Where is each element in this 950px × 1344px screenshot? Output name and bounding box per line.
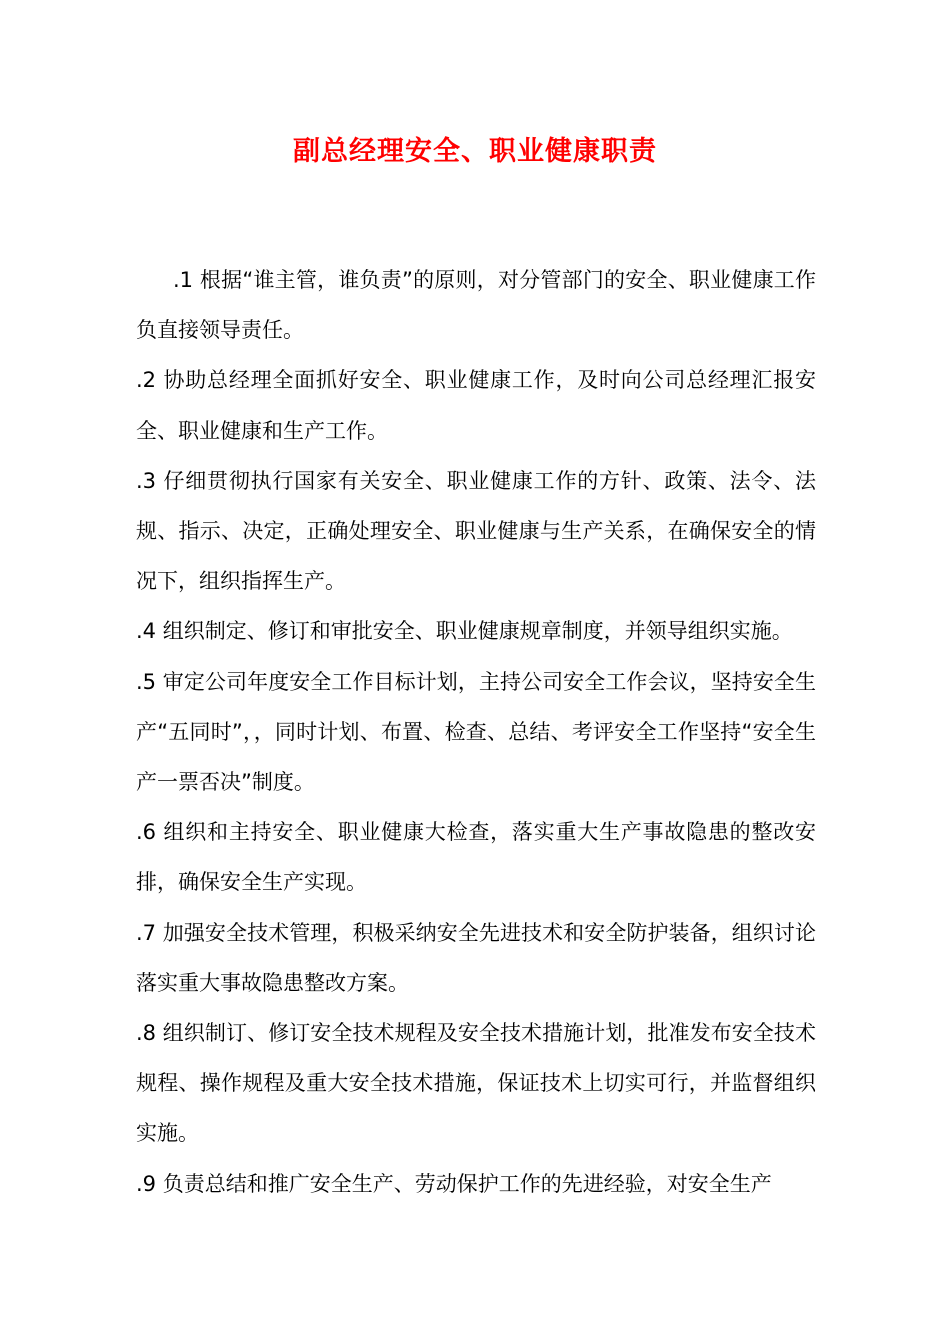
paragraph-2: .2 协助总经理全面抓好安全、职业健康工作，及时向公司总经理汇报安全、职业健康和生产工作。	[136, 368, 816, 443]
paragraph-7: .7 加强安全技术管理，积极采纳安全先进技术和安全防护装备，组织讨论落实重大事故隐患整改方案。	[136, 920, 816, 995]
paragraph-6: .6 组织和主持安全、职业健康大检查，落实重大生产事故隐患的整改安排，确保安全生产实现。	[136, 820, 816, 895]
paragraph-4: .4 组织制定、修订和审批安全、职业健康规章制度，并领导组织实施。	[136, 619, 793, 644]
paragraph-5: .5 审定公司年度安全工作目标计划，主持公司安全工作会议，坚持安全生产“五同时”，，同时计划、布置、检查、总结、考评安全工作坚持“安全生产一票否决”制度。	[136, 669, 816, 795]
paragraph-8: .8 组织制订、修订安全技术规程及安全技术措施计划，批准发布安全技术规程、操作规程及重大安全技术措施，保证技术上切实可行，并监督组织实施。	[136, 1021, 816, 1146]
paragraph-3: .3 仔细贯彻执行国家有关安全、职业健康工作的方针、政策、法令、法规、指示、决定，正确处理安全、职业健康与生产关系，在确保安全的情况下，组织指挥生产。	[136, 468, 816, 594]
paragraph-9: .9 负责总结和推广安全生产、劳动保护工作的先进经验，对安全生产	[136, 1171, 772, 1196]
paragraph-1: .1 根据“谁主管，谁负责”的原则，对分管部门的安全、职业健康工作负直接领导责任。	[136, 268, 816, 343]
document-body	[136, 255, 816, 1209]
document-title: 副总经理安全、职业健康职责	[293, 136, 657, 167]
